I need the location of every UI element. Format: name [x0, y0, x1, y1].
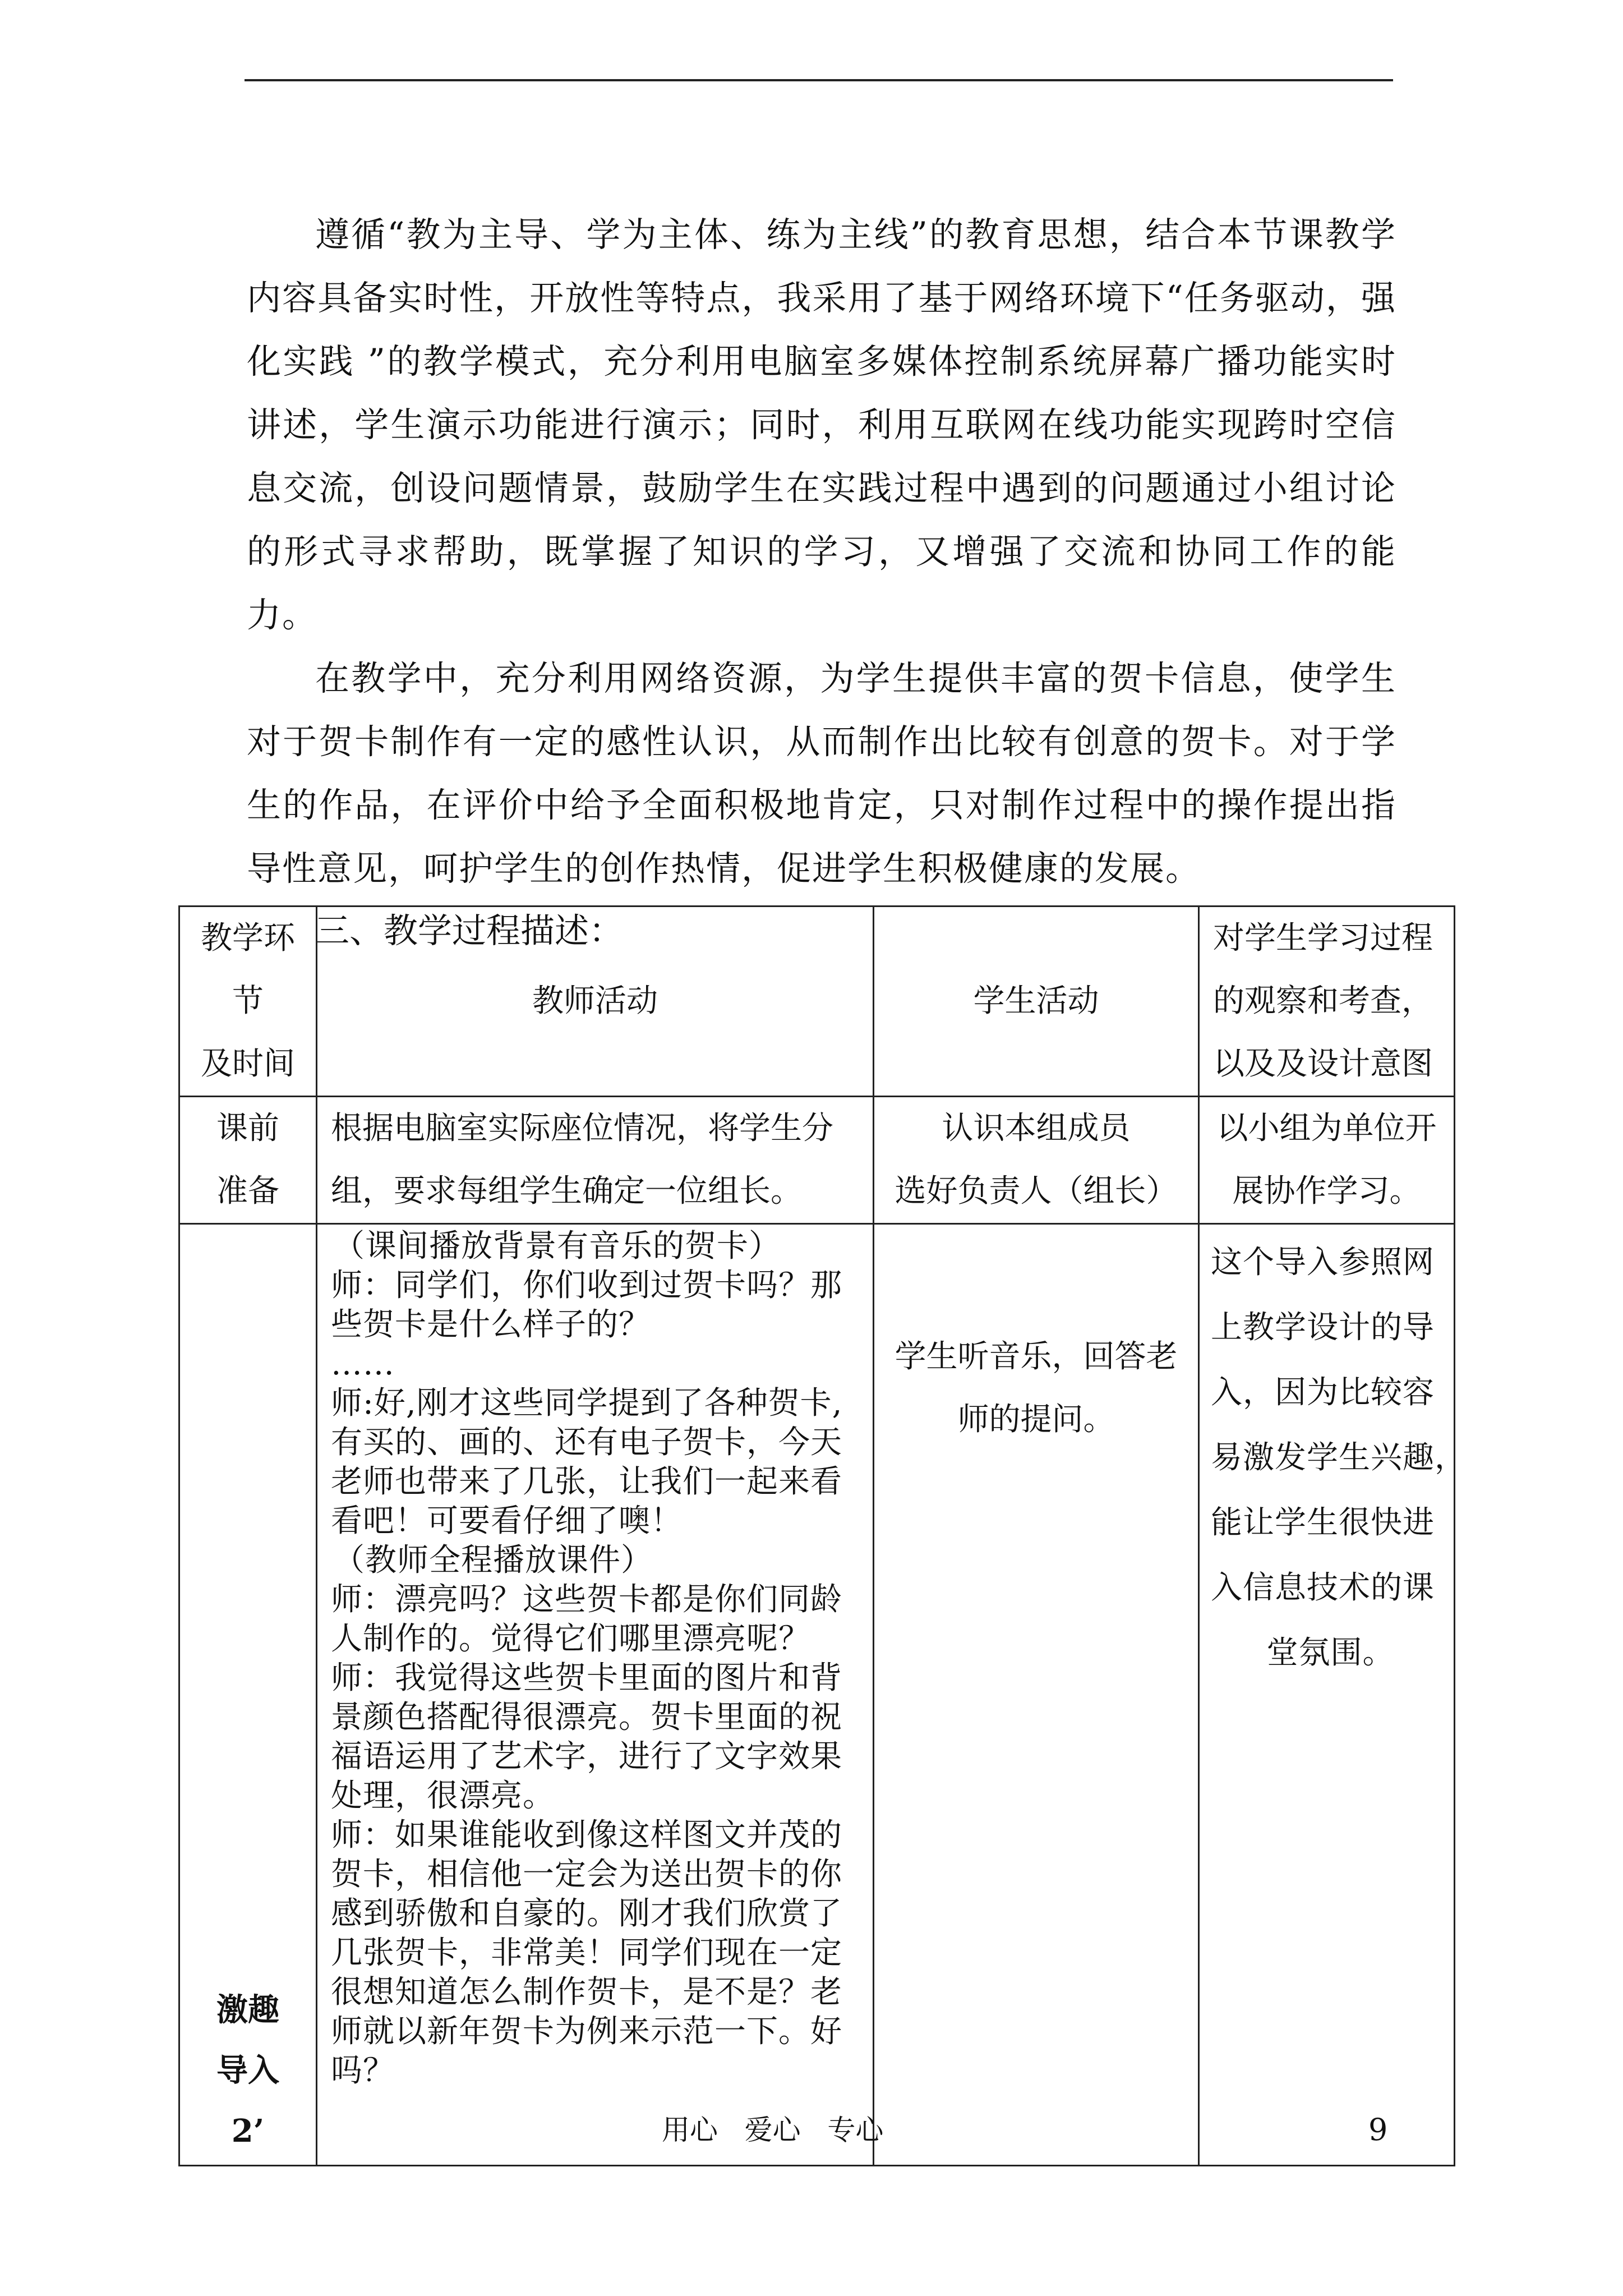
paragraph-2-line: 的创作热情，促进学生积极健康的发展。 — [565, 849, 1201, 889]
intro-teacher-line: （课间播放背景有音乐的贺卡） — [333, 1228, 781, 1264]
header-stage-line: 及时间 — [201, 1046, 295, 1082]
prep-observe-line: 展协作学习。 — [1232, 1173, 1421, 1209]
intro-observe-line: 堂氛围。 — [1266, 1635, 1395, 1671]
intro-student — [874, 1224, 1199, 2166]
header-observe — [1199, 907, 1455, 1097]
intro-teacher-line: 几张贺卡，非常美！同学们现在一定 — [331, 1935, 842, 1971]
paragraph-1-line: 鼓励学生在实践过程中遇到的问题通过小组讨论的形式寻求帮助，既掌握了知识 — [247, 468, 1396, 572]
intro-observe-line: 入信息技术的课 — [1211, 1570, 1435, 1606]
intro-teacher-line: 看吧！可要看仔细了噢！ — [331, 1503, 683, 1539]
table-row — [179, 1224, 1455, 2166]
paragraph-1-line: 的教学模式，充分利用电脑室多媒体控制系统屏幕广播功能实时讲述，学生演示 — [247, 342, 1396, 445]
intro-teacher-line: 福语运用了艺术字，进行了文字效果 — [331, 1738, 842, 1775]
prep-stage-line: 课前 — [216, 1110, 279, 1147]
header-observe-line: 对学生学习过程 — [1213, 920, 1433, 956]
intro-teacher-line: 贺卡，相信他一定会为送出贺卡的你 — [331, 1856, 842, 1893]
intro-teacher-line: 些贺卡是什么样子的？ — [331, 1306, 651, 1343]
paragraph-1-line: 遵循“教为主导、学为主体、练为主线”的教育思想，结合本节课教学内容 — [247, 215, 1396, 318]
intro-observe-line: 这个导入参照网 — [1211, 1244, 1435, 1281]
body-text — [247, 203, 1396, 962]
teaching-process-table — [178, 905, 1467, 2166]
intro-teacher-line: 师：我觉得这些贺卡里面的图片和背 — [331, 1660, 842, 1696]
paragraph-2 — [247, 647, 1396, 900]
paragraph-2-line: 评价中给予全面积极地肯定，只对制作过程中的操作提出指导性意见，呵护学生 — [247, 785, 1396, 889]
intro-teacher-line: 有买的、画的、还有电子贺卡，今天 — [331, 1424, 842, 1461]
intro-teacher-line: 师:好,刚才这些同学提到了各种贺卡, — [331, 1385, 843, 1421]
intro-observe-line: 能让学生很快进 — [1211, 1504, 1435, 1541]
intro-teacher-line: （教师全程播放课件） — [333, 1542, 653, 1579]
intro-observe-line: 入，因为比较容 — [1211, 1374, 1435, 1411]
intro-observe-line: 上教学设计的导 — [1211, 1309, 1435, 1346]
table-header-row — [179, 907, 1455, 1097]
intro-teacher-line: 感到骄傲和自豪的。刚才我们欣赏了 — [331, 1895, 842, 1932]
prep-stage — [179, 1097, 317, 1224]
header-stage — [179, 907, 317, 1097]
paragraph-2-line: 在教学中，充分利用网络资源，为学生提供丰富的贺卡信息，使学生对于贺 — [247, 659, 1396, 762]
intro-teacher-line: 师：同学们，你们收到过贺卡吗？那 — [331, 1267, 842, 1304]
prep-stage-line: 准备 — [216, 1173, 279, 1209]
header-observe-line: 的观察和考查， — [1213, 983, 1433, 1019]
intro-stage-line: 激趣 — [216, 1991, 279, 2028]
intro-teacher-line: 老师也带来了几张，让我们一起来看 — [331, 1464, 842, 1500]
intro-teacher-line: 吗？ — [331, 2053, 395, 2089]
header-stage-line: 节 — [232, 983, 264, 1019]
intro-teacher-line: 处理，很漂亮。 — [331, 1778, 555, 1814]
prep-student-line: 选好负责人（组长） — [895, 1173, 1178, 1209]
intro-teacher-line: …… — [331, 1346, 395, 1382]
paragraph-1-line: 具备实时性，开放性等特点，我采用了基于网络环境下“任务驱动，强化实践 ” — [247, 278, 1396, 381]
intro-teacher-line: 景颜色搭配得很漂亮。贺卡里面的祝 — [331, 1699, 842, 1736]
prep-student — [874, 1097, 1199, 1224]
footer-motto: 用心 爱心 专心 — [662, 2114, 884, 2146]
paragraph-1-line: 功能进行演示；同时，利用互联网在线功能实现跨时空信息交流，创设问题情景， — [247, 405, 1396, 508]
header-rule — [245, 79, 1393, 81]
intro-observe-line: 易激发学生兴趣， — [1211, 1439, 1467, 1476]
paragraph-1 — [247, 203, 1396, 647]
prep-teacher-line: 根据电脑室实际座位情况，将学生分 — [331, 1110, 833, 1147]
intro-stage-line: 2’ — [231, 2113, 265, 2150]
intro-teacher-line: 师：如果谁能收到像这样图文并茂的 — [331, 1817, 842, 1853]
intro-teacher — [317, 1224, 874, 2166]
intro-student-line: 学生听音乐，回答老 — [895, 1338, 1178, 1375]
header-teacher: 教师活动 — [317, 907, 874, 1097]
intro-teacher-line: 师就以新年贺卡为例来示范一下。好 — [331, 2013, 842, 2050]
paragraph-1-line: 的学习，又增强了交流和协同工作的能力。 — [247, 532, 1396, 635]
prep-observe-line: 以小组为单位开 — [1216, 1110, 1437, 1147]
intro-observe — [1199, 1224, 1467, 2166]
section-heading: 三、教学过程描述： — [315, 911, 624, 951]
intro-stage — [179, 1224, 317, 2166]
header-student: 学生活动 — [874, 907, 1199, 1097]
paragraph-2-line: 卡制作有一定的感性认识，从而制作出比较有创意的贺卡。对于学生的作品，在 — [247, 722, 1396, 825]
prep-teacher — [317, 1097, 874, 1224]
header-observe-line: 以及及设计意图 — [1213, 1046, 1433, 1082]
prep-teacher-line: 组，要求每组学生确定一位组长。 — [331, 1173, 802, 1209]
prep-student-line: 认识本组成员 — [942, 1110, 1131, 1147]
header-stage-line: 教学环 — [201, 920, 295, 956]
table-row — [179, 1097, 1455, 1224]
intro-teacher-line: 人制作的。觉得它们哪里漂亮呢？ — [331, 1621, 810, 1657]
intro-student-line: 师的提问。 — [957, 1401, 1115, 1438]
intro-teacher-line: 很想知道怎么制作贺卡，是不是？老 — [331, 1974, 842, 2010]
intro-stage-line: 导入 — [216, 2052, 279, 2089]
page-footer — [0, 2110, 1623, 2155]
prep-observe — [1199, 1097, 1455, 1224]
intro-teacher-line: 师：漂亮吗？这些贺卡都是你们同龄 — [331, 1581, 842, 1618]
page-number: 9 — [1368, 2112, 1388, 2147]
